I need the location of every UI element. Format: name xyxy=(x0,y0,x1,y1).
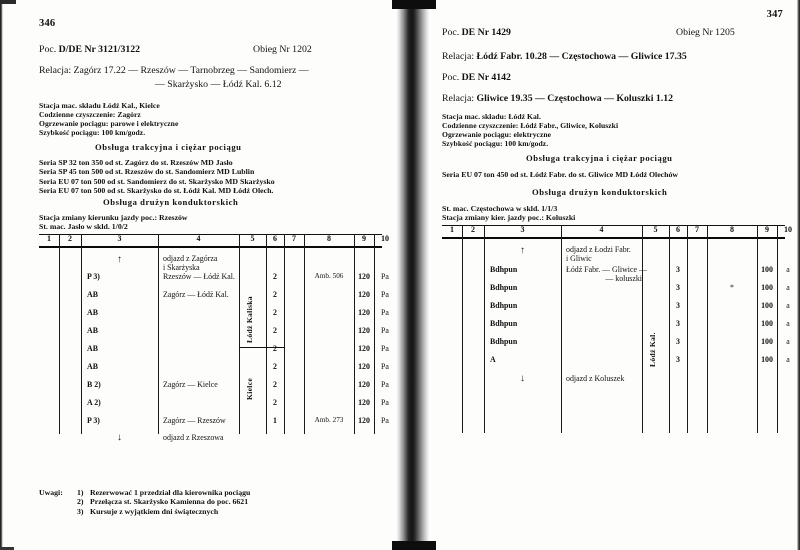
left-traction-line-3: Seria EU 07 ton 500 od st. Skarżysko do st. Łódź Kal. MD Łódź Olech. xyxy=(39,185,274,195)
right-col-header-5: 5 xyxy=(653,225,658,234)
left-row-8-speed: 120 xyxy=(358,416,370,425)
right-departure-top-line-2: i Gliwic xyxy=(566,254,592,263)
left-row-5-type: Pa xyxy=(381,362,389,371)
left-row-8-route: Zagórz — Rzeszów xyxy=(163,416,226,425)
left-meta-line-2: Ogrzewanie pociągu: parowe i elektryczne xyxy=(39,119,179,129)
right-row-4-speed: 100 xyxy=(761,337,773,346)
left-vline-1 xyxy=(59,234,60,434)
right-relacja-text-1: Łódź Fabr. 10.28 — Częstochowa — Gliwice 17.35 xyxy=(476,51,687,62)
left-row-6-speed: 120 xyxy=(358,380,370,389)
left-row-8-car-class: P 3) xyxy=(87,416,100,425)
left-crew-block xyxy=(39,213,188,232)
left-departure-top-line-1: odjazd z Zagórza xyxy=(163,254,218,263)
right-poc-code-1: DE Nr 1429 xyxy=(461,27,511,38)
right-col5-label-lodz-kal: Łódź Kal. xyxy=(648,332,657,367)
right-relacja-label-2: Relacja: xyxy=(442,93,475,104)
left-page-folio: 346 xyxy=(39,18,56,29)
right-row-3-count: 3 xyxy=(676,319,680,328)
left-vline-3 xyxy=(158,234,159,434)
left-row-0-note: Amb. 506 xyxy=(314,272,344,280)
left-traction-line-0: Seria SP 32 ton 350 od st. Zagórz do st. Rzeszów MD Jasło xyxy=(39,158,233,167)
left-row-0-speed: 120 xyxy=(358,272,370,281)
right-row-5-type: a xyxy=(786,355,790,364)
right-col-header-9: 9 xyxy=(765,225,769,234)
right-crew-line-0: St. mac. Częstochowa w skld. 1/1/3 xyxy=(442,204,558,213)
right-vline-5 xyxy=(669,225,670,433)
left-row-1-car-class: AB xyxy=(87,290,98,299)
right-meta-line-2: Ogrzewanie pociągu: elektryczne xyxy=(442,130,552,140)
left-consist-table xyxy=(39,234,389,434)
left-row-8-type: Pa xyxy=(381,416,389,425)
right-departure-bottom: odjazd z Koluszek xyxy=(566,374,625,383)
left-col-header-5: 5 xyxy=(250,234,255,243)
left-poc-code: D/DE Nr 3121/3122 xyxy=(58,44,141,55)
right-route-line-1: Łódź Fabr. — Gliwice — xyxy=(566,265,647,274)
left-crew-line-0: Stacja zmiany kierunku jazdy poc.: Rzeszów xyxy=(39,213,188,222)
right-poc-prefix-2: Poc. xyxy=(442,72,460,83)
left-meta-line-3: Szybkość pociągu: 100 km/godz. xyxy=(39,128,146,138)
right-row-3-speed: 100 xyxy=(761,319,773,328)
left-notes-label: Uwagi: xyxy=(39,488,63,497)
right-row-1-car-class: Bdhpun xyxy=(490,283,518,292)
left-note-1-number: 2) xyxy=(77,497,84,507)
right-row-1-type: a xyxy=(786,283,790,292)
left-note-2 xyxy=(77,507,250,516)
left-col-header-3: 3 xyxy=(117,234,122,243)
right-col-header-10: 10 xyxy=(784,225,792,234)
left-relacja-line-1 xyxy=(39,65,309,76)
left-row-1-route: Zagórz — Łódź Kal. xyxy=(163,290,229,299)
right-row-3-type: a xyxy=(786,319,790,328)
left-col-header-7: 7 xyxy=(292,234,296,243)
right-page-folio: 347 xyxy=(766,9,783,20)
left-row-1-speed: 120 xyxy=(358,290,370,299)
right-obieg: Obieg Nr 1205 xyxy=(676,27,735,38)
left-row-5-speed: 120 xyxy=(358,362,370,371)
right-crew-block xyxy=(442,204,575,223)
left-row-1-count: 2 xyxy=(273,290,277,299)
left-note-0-text: Rezerwować 1 przedział dla kierownika pociągu xyxy=(90,488,251,497)
left-col-header-4: 4 xyxy=(196,234,201,243)
right-relacja-text-2: Gliwice 19.35 — Częstochowa — Koluszki 1.12 xyxy=(476,93,674,104)
right-meta-line-1: Codzienne czyszczenie: Łódź Fabr., Gliwice, Koluszki xyxy=(442,121,619,131)
left-col-header-2: 2 xyxy=(68,234,72,243)
left-row-3-speed: 120 xyxy=(358,326,370,335)
left-row-2-count: 2 xyxy=(273,308,277,317)
left-col5-label-kielce: Kielce xyxy=(245,377,254,400)
left-relacja-line-2: — Skarżysko — Łódź Kal. 6.12 xyxy=(155,79,282,90)
left-table-rule-under-header xyxy=(39,246,382,248)
left-row-3-count: 2 xyxy=(273,326,277,335)
left-note-0-number: 1) xyxy=(77,488,84,497)
left-row-5-car-class: AB xyxy=(87,362,98,371)
left-row-7-speed: 120 xyxy=(358,398,370,407)
gutter-cap-top xyxy=(392,0,436,9)
left-row-6-type: Pa xyxy=(381,380,389,389)
left-vline-4 xyxy=(239,234,240,434)
right-vline-7 xyxy=(707,225,708,433)
left-row-7-car-class: A 2) xyxy=(87,398,101,407)
left-departure-bottom: odjazd z Rzeszowa xyxy=(163,433,224,442)
left-row-0-count: 2 xyxy=(273,272,277,281)
right-traction-block xyxy=(442,170,678,179)
left-row-8-count: 1 xyxy=(273,416,277,425)
left-row-2-car-class: AB xyxy=(87,308,98,317)
right-traction-title: Obsługa trakcyjna i ciężar pociągu xyxy=(526,153,673,163)
right-crew-title: Obsługa drużyn konduktorskich xyxy=(532,187,668,197)
left-crew-title: Obsługa drużyn konduktorskich xyxy=(103,197,239,207)
right-row-2-car-class: Bdhpun xyxy=(490,301,518,310)
left-crew-line-1: St. mac. Jasło w skld. 1/0/2 xyxy=(39,222,128,232)
left-meta-line-1: Codzienne czyszczenie: Zagórz xyxy=(39,110,141,120)
gutter-cap-bottom xyxy=(392,541,436,550)
right-meta-line-3: Szybkość pociągu: 100 km/godz. xyxy=(442,139,549,149)
right-row-5-car-class: A xyxy=(490,355,496,364)
right-relacja-label-1: Relacja: xyxy=(442,51,475,62)
right-col-header-4: 4 xyxy=(599,225,604,234)
right-row-4-type: a xyxy=(786,337,790,346)
left-row-1-type: Pa xyxy=(381,290,389,299)
right-row-4-car-class: Bdhpun xyxy=(490,337,518,346)
left-relacja-text-1: Zagórz 17.22 — Rzeszów — Tarnobrzeg — Sandomierz — xyxy=(73,65,309,76)
left-row-4-count: 2 xyxy=(273,344,277,353)
left-row-7-count: 2 xyxy=(273,398,277,407)
right-vline-3 xyxy=(561,225,562,433)
right-row-1-note: * xyxy=(730,283,734,292)
right-row-0-type: a xyxy=(786,265,790,274)
left-meta-block xyxy=(39,101,178,137)
left-departure-top-line-2: i Skarżyska xyxy=(163,263,200,272)
left-page xyxy=(3,0,398,550)
left-note-2-number: 3) xyxy=(77,506,84,516)
left-traction-block xyxy=(39,158,275,195)
left-row-3-type: Pa xyxy=(381,326,389,335)
right-table-rule-under-header xyxy=(442,237,785,239)
left-row-6-count: 2 xyxy=(273,380,277,389)
right-vline-9 xyxy=(777,225,778,433)
right-route-block xyxy=(566,265,647,284)
right-row-1-count: 3 xyxy=(676,283,680,292)
right-col-header-7: 7 xyxy=(695,225,699,234)
left-notes-list xyxy=(77,488,250,516)
right-row-1-speed: 100 xyxy=(761,283,773,292)
left-arrow-down-icon: ↓ xyxy=(117,432,122,443)
right-vline-6 xyxy=(687,225,688,433)
left-col-header-1: 1 xyxy=(47,234,51,243)
left-row-4-car-class: AB xyxy=(87,344,98,353)
right-consist-table xyxy=(442,225,792,433)
left-row-7-type: Pa xyxy=(381,398,389,407)
right-row-0-count: 3 xyxy=(676,265,680,274)
right-poc-prefix-1: Poc. xyxy=(442,27,460,38)
left-row-0-type: Pa xyxy=(381,272,389,281)
right-meta-line-0: Stacja mac. składu: Łódź Kal. xyxy=(442,112,541,121)
left-row-6-route: Zagórz — Kielce xyxy=(163,380,218,389)
right-row-2-type: a xyxy=(786,301,790,310)
left-train-number-line xyxy=(39,44,140,55)
left-obieg: Obieg Nr 1202 xyxy=(253,44,312,55)
right-row-4-count: 3 xyxy=(676,337,680,346)
right-meta-block xyxy=(442,112,618,148)
right-row-5-speed: 100 xyxy=(761,355,773,364)
left-arrow-up-icon: ↑ xyxy=(117,254,122,265)
right-departure-top-line-1: odjazd z Łodzi Fabr. xyxy=(566,245,631,254)
right-train-number-line-1 xyxy=(442,27,511,38)
book-gutter-shadow xyxy=(396,0,430,550)
right-col-header-6: 6 xyxy=(676,225,680,234)
right-row-0-car-class: Bdhpun xyxy=(490,265,518,274)
left-traction-title: Obsługa trakcyjna i ciężar pociągu xyxy=(95,142,242,152)
left-col-header-6: 6 xyxy=(273,234,277,243)
left-vline-6 xyxy=(284,234,285,434)
right-page xyxy=(428,0,797,550)
right-route-line-2: — koluszki xyxy=(605,274,642,284)
left-row-3-car-class: AB xyxy=(87,326,98,335)
right-vline-2 xyxy=(484,225,485,433)
left-note-0 xyxy=(77,488,250,497)
left-row-0-route: Rzeszów — Łódź Kal. xyxy=(163,272,235,281)
left-row-2-type: Pa xyxy=(381,308,389,317)
right-traction-line-0: Seria EU 07 ton 450 od st. Łódź Fabr. do st. Gliwice MD Łódź Olechów xyxy=(442,170,679,179)
left-poc-prefix: Poc. xyxy=(39,44,57,55)
right-relacja-line-1 xyxy=(442,51,687,62)
right-row-3-car-class: Bdhpun xyxy=(490,319,518,328)
right-arrow-down-icon: ↓ xyxy=(520,373,525,384)
right-col-header-3: 3 xyxy=(520,225,525,234)
left-traction-line-1: Seria SP 45 ton 500 od st. Rzeszów do st. Sandomierz MD Lublin xyxy=(39,167,255,177)
left-traction-line-2: Seria EU 07 ton 500 od st. Sandomierz do st. Skarżysko MD Skarżysko xyxy=(39,176,275,186)
right-col-header-2: 2 xyxy=(471,225,475,234)
right-arrow-up-icon: ↑ xyxy=(520,245,525,256)
right-col-header-1: 1 xyxy=(450,225,454,234)
right-row-2-count: 3 xyxy=(676,301,680,310)
left-row-6-car-class: B 2) xyxy=(87,380,101,389)
right-poc-code-2: DE Nr 4142 xyxy=(461,72,511,83)
left-note-1-text: Przełącza st. Skarżysko Kamienna do poc. 6621 xyxy=(90,497,249,507)
right-row-2-speed: 100 xyxy=(761,301,773,310)
left-note-1 xyxy=(77,497,250,506)
right-vline-1 xyxy=(462,225,463,433)
left-note-2-text: Kursuje z wyjątkiem dni świątecznych xyxy=(90,506,219,516)
left-row-4-type: Pa xyxy=(381,344,389,353)
right-row-5-count: 3 xyxy=(676,355,680,364)
right-relacja-line-2 xyxy=(442,93,673,104)
right-vline-4 xyxy=(642,225,643,433)
right-row-0-speed: 100 xyxy=(761,265,773,274)
left-meta-line-0: Stacja mac. składu Łódź Kal., Kielce xyxy=(39,101,160,110)
left-col-header-8: 8 xyxy=(327,234,331,243)
right-vline-8 xyxy=(757,225,758,433)
right-train-number-line-2 xyxy=(442,72,511,83)
left-col-header-9: 9 xyxy=(362,234,366,243)
left-vline-7 xyxy=(304,234,305,434)
left-row-4-speed: 120 xyxy=(358,344,370,353)
right-crew-line-1: Stacja zmiany kier. jazdy poc.: Koluszki xyxy=(442,213,576,223)
left-row-0-car-class: P 3) xyxy=(87,272,100,281)
left-row-8-note: Amb. 273 xyxy=(314,416,344,424)
left-row-5-count: 2 xyxy=(273,362,277,371)
left-relacja-label: Relacja: xyxy=(39,65,72,76)
left-col-header-10: 10 xyxy=(381,234,389,243)
right-col-header-8: 8 xyxy=(730,225,734,234)
left-col5-label-lodz-kaliska: Łódź Kaliska xyxy=(245,296,254,343)
left-row-2-speed: 120 xyxy=(358,308,370,317)
